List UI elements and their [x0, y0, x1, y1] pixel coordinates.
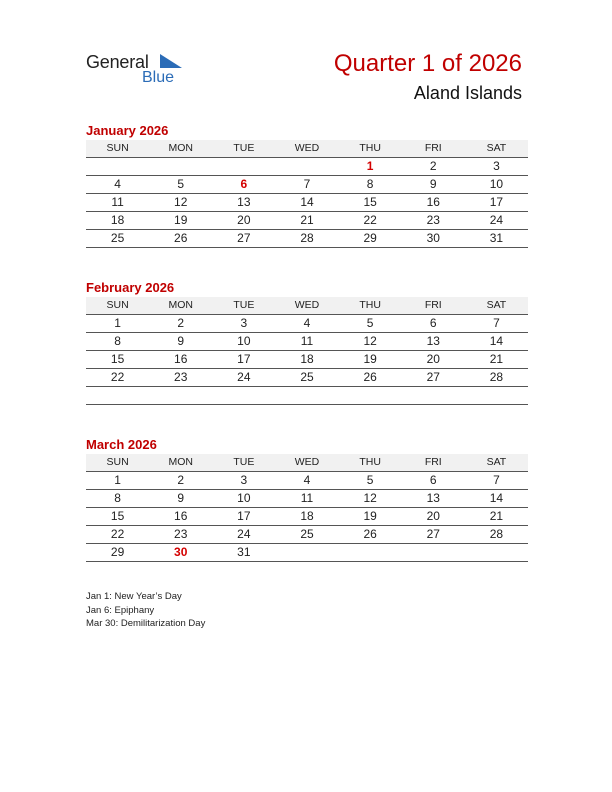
day-cell: 27	[237, 231, 251, 245]
weekday-label: TUE	[233, 142, 255, 154]
day-cell	[86, 158, 149, 175]
day-cell: 25	[300, 527, 314, 541]
week-row	[86, 230, 528, 248]
day-cell	[212, 387, 275, 404]
week-row	[86, 315, 528, 333]
day-cell: 6	[429, 316, 437, 330]
week-row	[86, 526, 528, 544]
day-cell: 13	[426, 334, 440, 348]
day-cell	[465, 544, 528, 561]
day-cell: 17	[237, 509, 251, 523]
day-cell	[339, 387, 402, 404]
day-cell: 19	[174, 213, 188, 227]
weekday-label: THU	[359, 299, 381, 311]
day-cell: 2	[177, 473, 185, 487]
day-cell	[149, 387, 212, 404]
day-cell: 11	[300, 334, 314, 348]
weekday-label: WED	[294, 142, 320, 154]
day-cell	[402, 387, 465, 404]
day-cell: 25	[110, 231, 125, 245]
day-cell: 8	[114, 491, 121, 505]
day-cell: 21	[300, 213, 314, 227]
month-grid	[86, 315, 528, 405]
day-cell: 6	[429, 473, 437, 487]
day-cell: 8	[366, 177, 374, 191]
day-cell: 2	[177, 316, 185, 330]
logo-word-blue: Blue	[142, 69, 175, 86]
day-cell: 9	[429, 177, 437, 191]
weekday-label: THU	[359, 142, 381, 154]
day-cell: 9	[177, 334, 185, 348]
week-row	[86, 176, 528, 194]
holiday-day-cell: 1	[366, 159, 374, 173]
weekday-header	[86, 297, 528, 315]
day-cell: 5	[366, 316, 374, 330]
weekday-label: TUE	[233, 456, 255, 468]
weekday-label: MON	[168, 299, 193, 311]
day-cell: 7	[493, 473, 500, 487]
day-cell: 20	[426, 352, 440, 366]
day-cell: 9	[177, 491, 185, 505]
day-cell: 30	[426, 231, 440, 245]
day-cell: 22	[363, 213, 377, 227]
weekday-label: SUN	[106, 299, 129, 311]
day-cell: 27	[426, 370, 440, 384]
day-cell	[275, 544, 338, 561]
day-cell: 26	[363, 527, 377, 541]
day-cell: 1	[114, 473, 121, 487]
day-cell: 17	[489, 195, 504, 209]
week-row	[86, 351, 528, 369]
weekday-label: FRI	[424, 299, 442, 311]
weekday-label: SUN	[106, 456, 129, 468]
week-row	[86, 490, 528, 508]
weekday-label: SAT	[486, 142, 507, 154]
day-cell: 18	[110, 213, 125, 227]
holiday-note: Jan 1: New Year’s Day	[86, 591, 182, 602]
weekday-label: TUE	[233, 299, 255, 311]
day-cell	[465, 387, 528, 404]
holiday-note: Mar 30: Demilitarization Day	[86, 618, 206, 629]
day-cell	[86, 387, 149, 404]
day-cell: 3	[493, 159, 500, 173]
day-cell: 19	[363, 509, 377, 523]
day-cell: 16	[174, 352, 188, 366]
day-cell: 15	[363, 195, 377, 209]
holiday-note: Jan 6: Epiphany	[86, 604, 155, 616]
day-cell: 31	[237, 545, 251, 559]
month-january	[86, 122, 528, 248]
day-cell: 26	[363, 370, 377, 384]
day-cell: 14	[489, 491, 504, 505]
weekday-label: SAT	[486, 299, 507, 311]
day-cell: 22	[110, 370, 125, 384]
weekday-header	[86, 454, 528, 472]
week-row	[86, 472, 528, 490]
day-cell: 5	[366, 473, 374, 487]
weekday-label: MON	[168, 456, 193, 468]
month-grid	[86, 472, 528, 562]
week-row	[86, 508, 528, 526]
day-cell: 21	[489, 352, 504, 366]
holiday-notes	[86, 590, 205, 631]
day-cell: 27	[426, 527, 440, 541]
month-title: January 2026	[86, 123, 169, 138]
week-row	[86, 387, 528, 405]
day-cell: 1	[114, 316, 121, 330]
day-cell: 14	[489, 334, 504, 348]
day-cell: 10	[237, 334, 251, 348]
day-cell: 24	[489, 213, 504, 227]
day-cell: 10	[489, 177, 504, 191]
day-cell: 5	[177, 177, 185, 191]
logo-word-general: General	[86, 52, 149, 72]
week-row	[86, 369, 528, 387]
weekday-label: THU	[359, 456, 381, 468]
day-cell: 15	[110, 352, 125, 366]
day-cell: 12	[363, 491, 377, 505]
generalblue-logo	[86, 52, 196, 92]
day-cell: 18	[300, 509, 314, 523]
day-cell: 20	[426, 509, 440, 523]
day-cell	[275, 158, 338, 175]
weekday-label: MON	[168, 142, 193, 154]
holiday-day-cell: 30	[174, 545, 188, 559]
day-cell: 21	[489, 509, 504, 523]
week-row	[86, 333, 528, 351]
month-title: March 2026	[86, 437, 157, 452]
day-cell: 29	[363, 231, 377, 245]
day-cell: 12	[174, 195, 188, 209]
week-row	[86, 158, 528, 176]
day-cell: 8	[114, 334, 121, 348]
day-cell	[149, 158, 212, 175]
day-cell: 3	[240, 473, 248, 487]
day-cell	[339, 544, 402, 561]
day-cell: 24	[237, 370, 251, 384]
day-cell: 16	[174, 509, 188, 523]
day-cell: 13	[237, 195, 251, 209]
day-cell: 15	[110, 509, 125, 523]
day-cell: 19	[363, 352, 377, 366]
weekday-label: FRI	[424, 456, 442, 468]
day-cell: 11	[300, 491, 314, 505]
week-row	[86, 544, 528, 562]
day-cell: 3	[240, 316, 248, 330]
day-cell: 11	[111, 195, 124, 209]
weekday-label: SAT	[486, 456, 507, 468]
day-cell: 28	[489, 527, 504, 541]
page-subtitle: Aland Islands	[413, 83, 522, 103]
month-march	[86, 436, 528, 562]
day-cell: 14	[300, 195, 314, 209]
page-title: Quarter 1 of 2026	[333, 50, 522, 77]
week-row	[86, 212, 528, 230]
month-title: February 2026	[86, 280, 175, 295]
logo-triangle-icon	[160, 54, 182, 68]
day-cell: 23	[174, 527, 188, 541]
day-cell: 20	[237, 213, 251, 227]
day-cell: 13	[426, 491, 440, 505]
day-cell	[402, 544, 465, 561]
day-cell: 10	[237, 491, 251, 505]
weekday-label: WED	[294, 299, 320, 311]
day-cell	[212, 158, 275, 175]
week-row	[86, 194, 528, 212]
day-cell: 17	[237, 352, 251, 366]
day-cell: 23	[426, 213, 440, 227]
day-cell: 2	[429, 159, 437, 173]
day-cell: 28	[300, 231, 314, 245]
weekday-label: SUN	[106, 142, 129, 154]
day-cell: 23	[174, 370, 188, 384]
day-cell: 26	[174, 231, 188, 245]
day-cell	[275, 387, 338, 404]
day-cell: 12	[363, 334, 377, 348]
day-cell: 22	[110, 527, 125, 541]
day-cell: 4	[303, 316, 311, 330]
day-cell: 24	[237, 527, 251, 541]
month-grid	[86, 158, 528, 248]
day-cell: 16	[426, 195, 440, 209]
day-cell: 7	[493, 316, 500, 330]
weekday-header	[86, 140, 528, 158]
month-february	[86, 279, 528, 405]
day-cell: 29	[110, 545, 125, 559]
day-cell: 18	[300, 352, 314, 366]
day-cell: 28	[489, 370, 504, 384]
day-cell: 31	[489, 231, 504, 245]
day-cell: 4	[114, 177, 121, 191]
weekday-label: WED	[294, 456, 320, 468]
day-cell: 7	[303, 177, 311, 191]
holiday-day-cell: 6	[240, 177, 248, 191]
day-cell: 4	[303, 473, 311, 487]
day-cell: 25	[300, 370, 314, 384]
weekday-label: FRI	[424, 142, 442, 154]
